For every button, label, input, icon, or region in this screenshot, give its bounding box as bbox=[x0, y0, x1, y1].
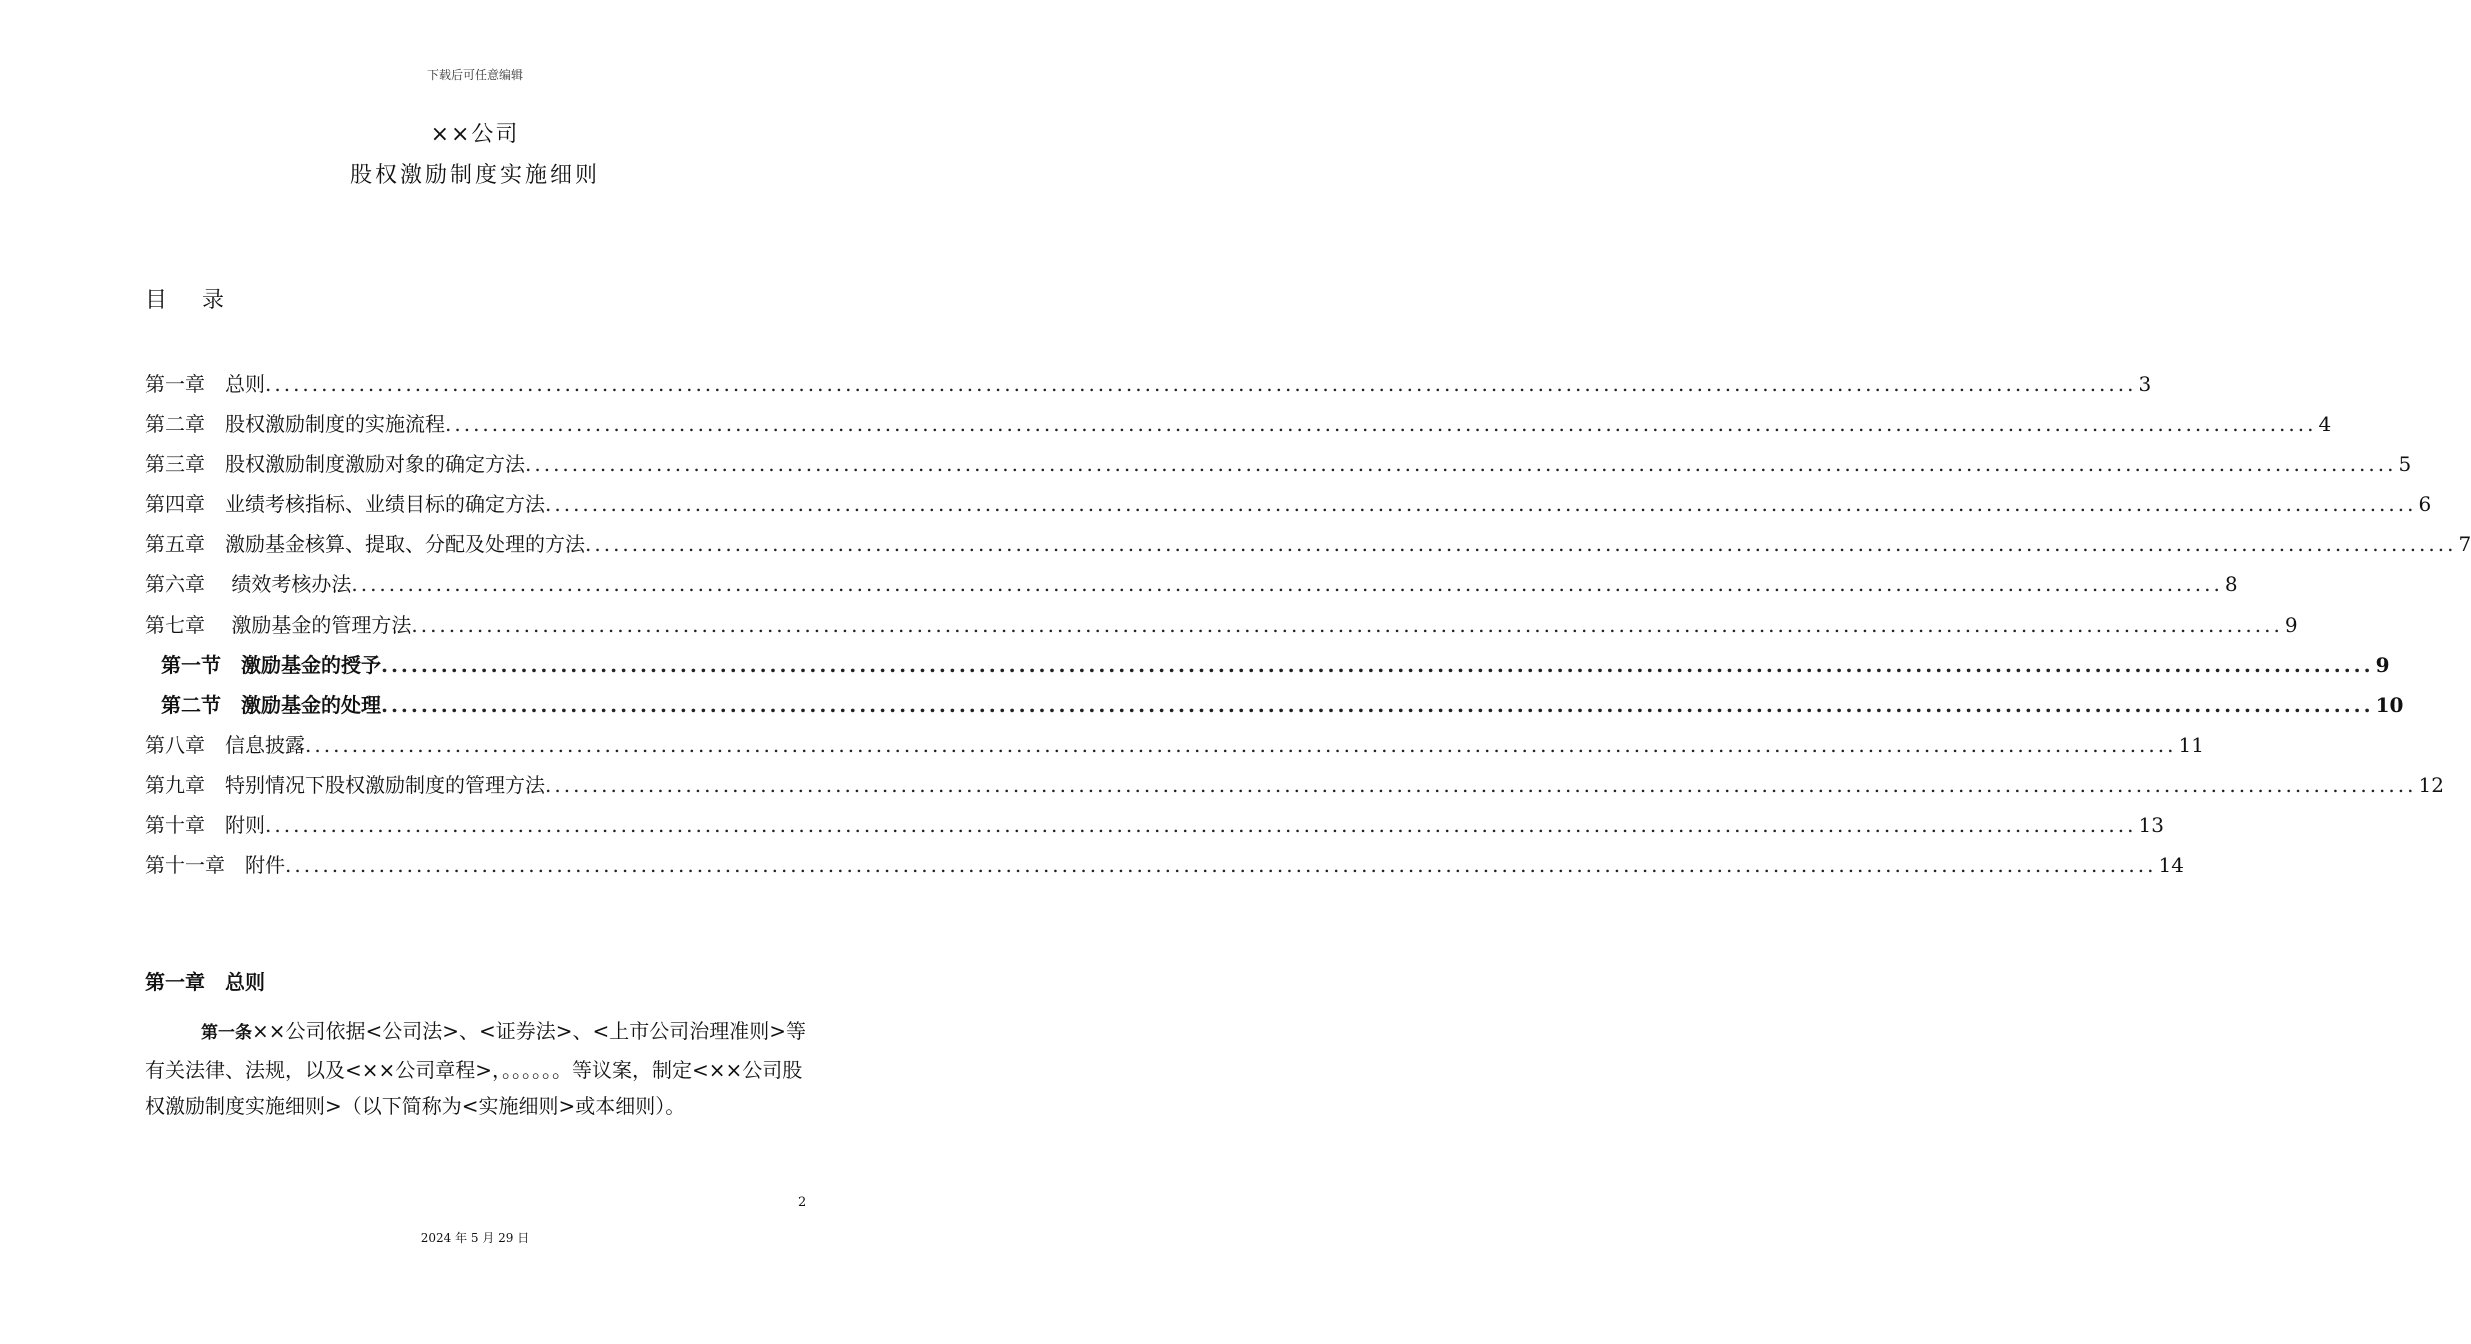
toc-leader-dots: ........................................................................................................................................................................................................ bbox=[285, 853, 2157, 878]
toc-leader-dots: ........................................................................................................................................................................................................ bbox=[305, 732, 2177, 757]
toc-entry-page: 3 bbox=[2138, 372, 2152, 396]
toc-entry-label: 第十一章 附件 bbox=[145, 853, 285, 878]
document-title-company: ××公司 bbox=[430, 122, 520, 147]
toc-entry[interactable] bbox=[145, 849, 2184, 889]
toc-entry-label: 第一节 激励基金的授予 bbox=[161, 652, 381, 677]
toc-entry-page: 7 bbox=[2458, 532, 2471, 557]
toc-entry-page: 5 bbox=[2398, 452, 2412, 477]
footer-date: 2024 年 5 月 29 日 bbox=[420, 1231, 530, 1245]
toc-leader-dots: ........................................................................................................................................................................................................ bbox=[411, 612, 2283, 637]
toc-entry-page: 14 bbox=[2158, 853, 2184, 878]
toc-leader-dots: ........................................................................................................................................................................................................ bbox=[545, 492, 2417, 517]
toc-entry-label: 第六章 绩效考核办法 bbox=[145, 572, 352, 597]
toc-entry-label: 第二章 股权激励制度的实施流程 bbox=[145, 412, 445, 437]
toc-entry[interactable] bbox=[145, 649, 2390, 689]
toc-entry[interactable] bbox=[145, 408, 2332, 448]
toc-entry[interactable] bbox=[145, 689, 2404, 729]
toc-entry[interactable] bbox=[145, 769, 2444, 809]
toc-entry[interactable] bbox=[145, 568, 2238, 608]
page-number: 2 bbox=[798, 1195, 807, 1210]
toc-leader-dots: ........................................................................................................................................................................................................ bbox=[265, 813, 2137, 838]
toc-entry-label: 第十章 附则 bbox=[145, 813, 265, 838]
toc-entry-page: 9 bbox=[2375, 652, 2390, 677]
toc-entry[interactable] bbox=[145, 488, 2432, 528]
toc-entry-label: 第七章 激励基金的管理方法 bbox=[145, 612, 412, 637]
toc-entry-label: 第一章 总则 bbox=[145, 372, 265, 396]
toc-leader-dots: ........................................................................................................................................................................................................ bbox=[381, 692, 2374, 717]
toc-entry-page: 10 bbox=[2375, 692, 2404, 717]
toc-entry-page: 9 bbox=[2284, 612, 2298, 637]
toc-entry[interactable] bbox=[145, 729, 2204, 769]
toc-leader-dots: ........................................................................................................................................................................................................ bbox=[545, 772, 2417, 797]
toc-entry-label: 第五章 激励基金核算、提取、分配及处理的方法 bbox=[145, 532, 585, 557]
toc-entry-label: 第三章 股权激励制度激励对象的确定方法 bbox=[145, 452, 525, 477]
toc-entry-label: 第八章 信息披露 bbox=[145, 732, 305, 757]
toc-entry-label: 第九章 特别情况下股权激励制度的管理方法 bbox=[145, 772, 545, 797]
header-note: 下载后可任意编辑 bbox=[426, 68, 523, 82]
toc-leader-dots: ........................................................................................................................................................................................................ bbox=[445, 412, 2317, 437]
toc-leader-dots: ........................................................................................................................................................................................................ bbox=[381, 652, 2374, 677]
toc-entry[interactable] bbox=[145, 809, 2164, 849]
toc-entry-page: 12 bbox=[2418, 772, 2444, 797]
toc-leader-dots: ........................................................................................................................................................................................................ bbox=[525, 452, 2397, 477]
toc-entry-page: 4 bbox=[2318, 412, 2332, 437]
toc-entry[interactable] bbox=[145, 528, 2471, 568]
article-text: ××公司依据<公司法>、<证券法>、<上市公司治理准则>等有关法律、法规，以及<××公司章程>，。。。。。。等议案，制定<××公司股权激励制度实施细则>（以下简称为<实施细则>或本细则）。 bbox=[145, 1019, 807, 1118]
toc-entry[interactable] bbox=[145, 368, 2152, 408]
toc-leader-dots: ........................................................................................................................................................................................................ bbox=[351, 572, 2223, 597]
toc-entry-page: 8 bbox=[2224, 572, 2238, 597]
toc-heading: 目 录 bbox=[145, 288, 238, 313]
toc-entry-page: 13 bbox=[2138, 813, 2164, 838]
toc-entry-page: 11 bbox=[2178, 732, 2204, 757]
toc-entry[interactable] bbox=[145, 609, 2298, 649]
chapter-heading: 第一章 总则 bbox=[145, 970, 265, 994]
table-of-contents bbox=[145, 368, 2471, 889]
article-paragraph bbox=[145, 1013, 811, 1125]
article-label: 第一条 bbox=[201, 1023, 252, 1043]
toc-leader-dots: ........................................................................................................................................................................................................ bbox=[265, 372, 2137, 396]
toc-entry[interactable] bbox=[145, 448, 2412, 488]
toc-leader-dots: ........................................................................................................................................................................................................ bbox=[585, 532, 2457, 557]
document-title: 股权激励制度实施细则 bbox=[349, 163, 600, 188]
toc-entry-label: 第二节 激励基金的处理 bbox=[161, 692, 381, 717]
toc-entry-page: 6 bbox=[2418, 492, 2432, 517]
toc-entry-label: 第四章 业绩考核指标、业绩目标的确定方法 bbox=[145, 492, 545, 517]
